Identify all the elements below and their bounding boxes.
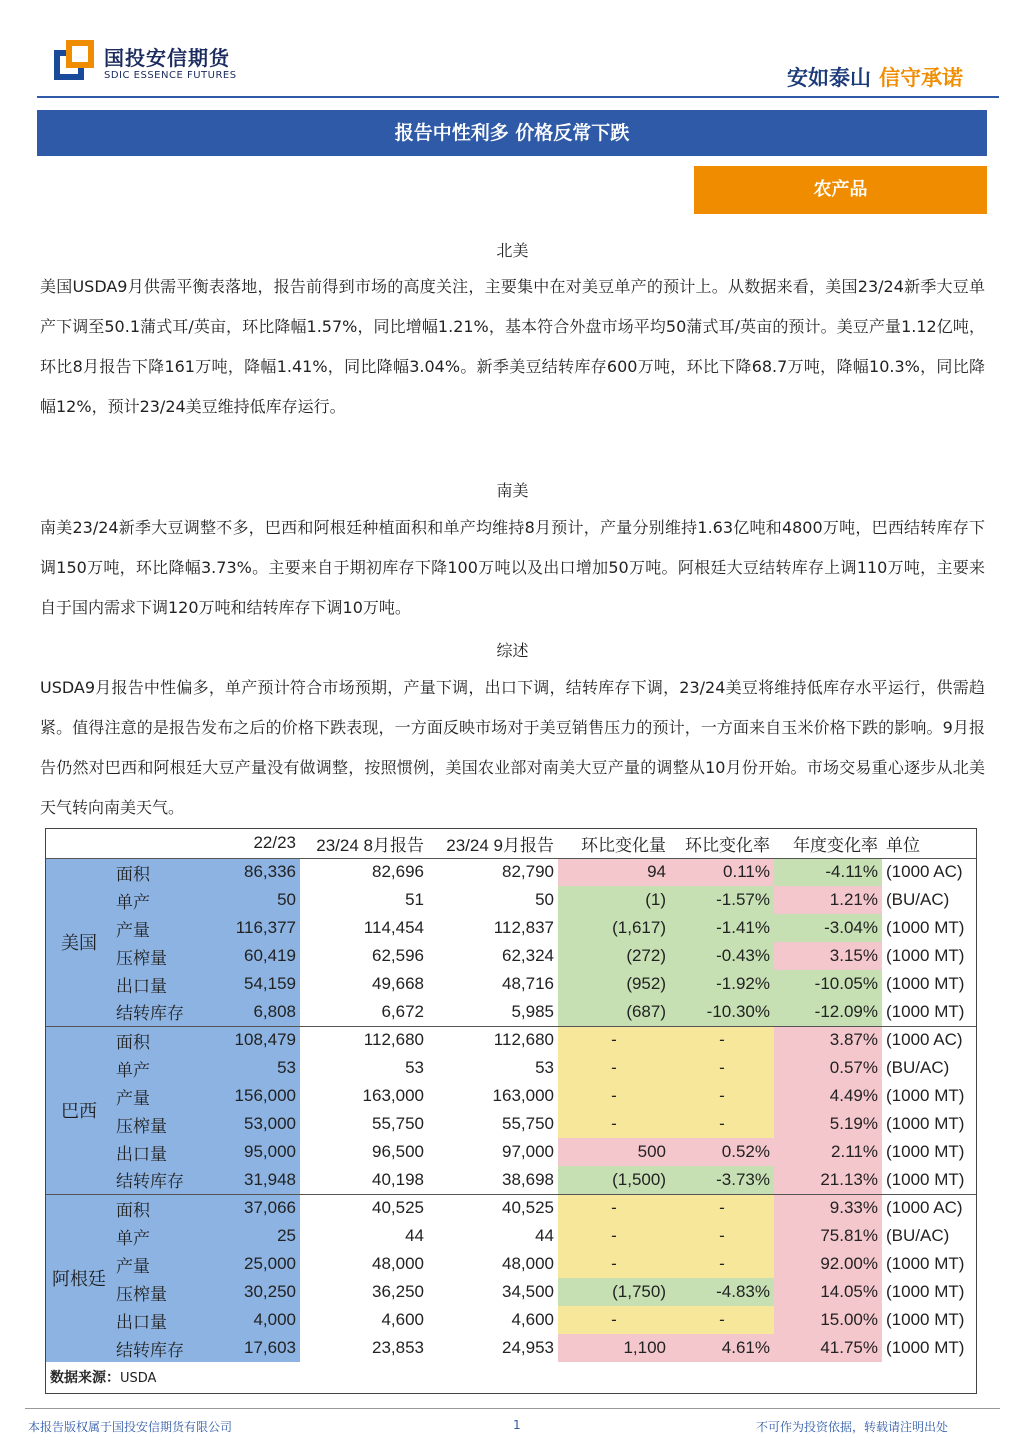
item-label: 出口量 [112,970,200,998]
cell-aug: 49,668 [300,970,428,998]
cell-chg: (272) [558,942,670,970]
section-heading-north-america: 北美 [496,241,529,260]
cell-chg: 500 [558,1138,670,1166]
cell-chg-pct: -1.41% [670,914,774,942]
logo-mark-icon [54,40,94,80]
cell-chg: (1,617) [558,914,670,942]
slogan-part-1: 安如泰山 [787,66,871,90]
cell-2223: 156,000 [200,1082,300,1110]
cell-sep: 50 [428,886,558,914]
cell-yoy: -4.11% [774,858,882,886]
cell-2223: 25 [200,1222,300,1250]
cell-aug: 55,750 [300,1110,428,1138]
cell-2223: 95,000 [200,1138,300,1166]
item-label: 出口量 [112,1306,200,1334]
item-label: 单产 [112,1054,200,1082]
table-row [46,1166,976,1194]
section-heading-south-america: 南美 [496,481,529,500]
item-label: 产量 [112,914,200,942]
item-label: 面积 [112,858,200,886]
cell-aug: 4,600 [300,1306,428,1334]
cell-sep: 5,985 [428,998,558,1026]
logo-name-cn: 国投安信期货 [104,46,230,70]
cell-chg-pct: - [670,1054,774,1082]
cell-unit: (1000 MT) [882,1166,976,1194]
cell-yoy: -10.05% [774,970,882,998]
cell-yoy: 3.15% [774,942,882,970]
cell-yoy: 75.81% [774,1222,882,1250]
logo-name-en: SDIC ESSENCE FUTURES [104,70,237,81]
cell-sep: 163,000 [428,1082,558,1110]
cell-yoy: 41.75% [774,1334,882,1362]
cell-chg: - [558,1082,670,1110]
cell-yoy: 0.57% [774,1054,882,1082]
cell-2223: 54,159 [200,970,300,998]
table-row [46,1306,976,1334]
table-row [46,1194,976,1222]
item-label: 单产 [112,886,200,914]
cell-chg-pct: -3.73% [670,1166,774,1194]
header-blank [46,829,112,858]
cell-unit: (1000 MT) [882,942,976,970]
slogan-part-2: 信守承诺 [879,66,963,90]
cell-2223: 6,808 [200,998,300,1026]
cell-chg: - [558,1110,670,1138]
cell-aug: 40,198 [300,1166,428,1194]
cell-aug: 48,000 [300,1250,428,1278]
cell-unit: (1000 MT) [882,1334,976,1362]
table-row [46,1138,976,1166]
cell-chg: (952) [558,970,670,998]
cell-sep: 38,698 [428,1166,558,1194]
cell-yoy: -3.04% [774,914,882,942]
header-col-2223: 22/23 [200,829,300,858]
page-number: 1 [513,1418,521,1432]
cell-aug: 82,696 [300,858,428,886]
cell-unit: (1000 MT) [882,970,976,998]
cell-sep: 82,790 [428,858,558,886]
cell-unit: (1000 MT) [882,1110,976,1138]
cell-aug: 51 [300,886,428,914]
cell-2223: 17,603 [200,1334,300,1362]
cell-yoy: 9.33% [774,1194,882,1222]
section-text-south-america: 南美23/24新季大豆调整不多，巴西和阿根廷种植面积和单产均维持8月预计，产量分别维持1.63亿吨和4800万吨，巴西结转库存下调150万吨，环比降幅3.73%。主要来自于期初库存下降100万吨以及出口增加50万吨。阿根廷大豆结转库存上调110万吨，主要来自于国内需求下调120万吨和结转库存下调10万吨。 [40,518,985,617]
source-label: 数据来源： [50,1370,120,1386]
cell-yoy: 3.87% [774,1026,882,1054]
cell-chg: (1,750) [558,1278,670,1306]
table-row [46,914,976,942]
table-row [46,970,976,998]
cell-chg: - [558,1222,670,1250]
cell-2223: 86,336 [200,858,300,886]
cell-sep: 48,000 [428,1250,558,1278]
table-row [46,1334,976,1362]
cell-yoy: -12.09% [774,998,882,1026]
cell-unit: (1000 AC) [882,1194,976,1222]
cell-aug: 44 [300,1222,428,1250]
footer-copyright: 本报告版权属于国投安信期货有限公司 [28,1420,233,1434]
table-row [46,1054,976,1082]
table-row [46,998,976,1026]
table-row [46,1250,976,1278]
cell-chg: - [558,1250,670,1278]
cell-unit: (1000 MT) [882,1250,976,1278]
section-text-summary: USDA9月报告中性偏多，单产预计符合市场预期，产量下调，出口下调，结转库存下调，23/24美豆将维持低库存水平运行，供需趋紧。值得注意的是报告发布之后的价格下跌表现，一方面反映市场对于美豆销售压力的预计，一方面来自玉米价格下跌的影响。9月报告仍然对巴西和阿根廷大豆产量没有做调整，按照惯例，美国农业部对南美大豆产量的调整从10月份开始。市场交易重心逐步从北美天气转向南美天气。 [40,678,985,817]
item-label: 压榨量 [112,1110,200,1138]
region-label: 阿根廷 [46,1194,112,1362]
cell-chg: - [558,1306,670,1334]
cell-yoy: 2.11% [774,1138,882,1166]
cell-chg-pct: -4.83% [670,1278,774,1306]
cell-sep: 4,600 [428,1306,558,1334]
cell-chg-pct: 0.52% [670,1138,774,1166]
region-label: 巴西 [46,1026,112,1194]
cell-aug: 62,596 [300,942,428,970]
cell-yoy: 14.05% [774,1278,882,1306]
item-label: 产量 [112,1082,200,1110]
item-label: 压榨量 [112,1278,200,1306]
cell-unit: (1000 MT) [882,998,976,1026]
cell-unit: (1000 AC) [882,1026,976,1054]
cell-sep: 112,837 [428,914,558,942]
item-label: 面积 [112,1194,200,1222]
table-row [46,858,976,886]
cell-chg: - [558,1194,670,1222]
cell-unit: (1000 MT) [882,914,976,942]
cell-unit: (BU/AC) [882,886,976,914]
cell-sep: 24,953 [428,1334,558,1362]
cell-yoy: 15.00% [774,1306,882,1334]
cell-chg-pct: 4.61% [670,1334,774,1362]
cell-chg: (1,500) [558,1166,670,1194]
cell-chg-pct: - [670,1194,774,1222]
cell-aug: 40,525 [300,1194,428,1222]
header-col-chg: 环比变化量 [558,829,670,858]
header-divider [37,96,999,98]
cell-sep: 40,525 [428,1194,558,1222]
item-label: 面积 [112,1026,200,1054]
cell-yoy: 1.21% [774,886,882,914]
cell-chg: 1,100 [558,1334,670,1362]
cell-2223: 37,066 [200,1194,300,1222]
cell-2223: 108,479 [200,1026,300,1054]
item-label: 单产 [112,1222,200,1250]
data-source [50,1367,156,1387]
header-col-aug: 23/24 8月报告 [300,829,428,858]
cell-aug: 36,250 [300,1278,428,1306]
cell-aug: 23,853 [300,1334,428,1362]
cell-unit: (1000 MT) [882,1138,976,1166]
cell-aug: 114,454 [300,914,428,942]
cell-2223: 30,250 [200,1278,300,1306]
cell-chg-pct: - [670,1250,774,1278]
cell-2223: 50 [200,886,300,914]
cell-chg-pct: -1.92% [670,970,774,998]
section-heading-summary: 综述 [496,641,529,660]
item-label: 压榨量 [112,942,200,970]
cell-sep: 53 [428,1054,558,1082]
table-row [46,1082,976,1110]
cell-chg: - [558,1054,670,1082]
cell-unit: (1000 AC) [882,858,976,886]
table-row [46,1110,976,1138]
cell-chg-pct: - [670,1306,774,1334]
category-badge: 农产品 [694,166,987,214]
report-title: 报告中性利多 价格反常下跌 [37,110,987,156]
cell-2223: 53,000 [200,1110,300,1138]
header-col-yoy: 年度变化率 [774,829,882,858]
cell-chg: (1) [558,886,670,914]
cell-chg-pct: - [670,1222,774,1250]
cell-2223: 25,000 [200,1250,300,1278]
region-label: 美国 [46,858,112,1026]
section-text-north-america: 美国USDA9月供需平衡表落地，报告前得到市场的高度关注，主要集中在对美豆单产的预计上。从数据来看，美国23/24新季大豆单产下调至50.1蒲式耳/英亩，环比降幅1.57%，同比增幅1.21%，基本符合外盘市场平均50蒲式耳/英亩的预计。美豆产量1.12亿吨，环比8月报告下降161万吨，降幅1.41%，同比降幅3.04%。新季美豆结转库存600万吨，环比下降68.7万吨，降幅10.3%，同比降幅12%，预计23/24美豆维持低库存运行。 [40,277,985,416]
cell-yoy: 4.49% [774,1082,882,1110]
cell-sep: 44 [428,1222,558,1250]
footer-divider [25,1408,1000,1409]
cell-unit: (1000 MT) [882,1082,976,1110]
company-logo [54,40,244,90]
table-row [46,1026,976,1054]
item-label: 产量 [112,1250,200,1278]
cell-2223: 116,377 [200,914,300,942]
cell-yoy: 5.19% [774,1110,882,1138]
cell-2223: 53 [200,1054,300,1082]
slogan [787,62,963,92]
cell-2223: 31,948 [200,1166,300,1194]
cell-2223: 60,419 [200,942,300,970]
cell-chg: (687) [558,998,670,1026]
cell-chg-pct: -0.43% [670,942,774,970]
table-row [46,942,976,970]
table-row [46,886,976,914]
table-header-row [46,829,976,858]
cell-unit: (1000 MT) [882,1306,976,1334]
header-col-sep: 23/24 9月报告 [428,829,558,858]
cell-yoy: 21.13% [774,1166,882,1194]
cell-chg-pct: - [670,1082,774,1110]
header-blank [112,829,200,858]
cell-sep: 97,000 [428,1138,558,1166]
cell-chg-pct: 0.11% [670,858,774,886]
cell-sep: 34,500 [428,1278,558,1306]
cell-2223: 4,000 [200,1306,300,1334]
cell-unit: (BU/AC) [882,1222,976,1250]
item-label: 结转库存 [112,1334,200,1362]
cell-aug: 163,000 [300,1082,428,1110]
cell-aug: 6,672 [300,998,428,1026]
header-col-unit: 单位 [882,829,976,858]
cell-sep: 62,324 [428,942,558,970]
cell-aug: 96,500 [300,1138,428,1166]
cell-chg-pct: - [670,1026,774,1054]
table-row [46,1222,976,1250]
footer-disclaimer: 不可作为投资依据，转载请注明出处 [756,1420,949,1434]
item-label: 结转库存 [112,998,200,1026]
supply-demand-table [45,828,977,1394]
cell-sep: 48,716 [428,970,558,998]
cell-chg: 94 [558,858,670,886]
table-row [46,1278,976,1306]
source-value: USDA [120,1371,157,1386]
cell-aug: 112,680 [300,1026,428,1054]
cell-chg: - [558,1026,670,1054]
cell-chg-pct: -10.30% [670,998,774,1026]
item-label: 出口量 [112,1138,200,1166]
cell-chg-pct: - [670,1110,774,1138]
cell-yoy: 92.00% [774,1250,882,1278]
cell-aug: 53 [300,1054,428,1082]
cell-unit: (BU/AC) [882,1054,976,1082]
cell-unit: (1000 MT) [882,1278,976,1306]
item-label: 结转库存 [112,1166,200,1194]
cell-sep: 112,680 [428,1026,558,1054]
cell-chg-pct: -1.57% [670,886,774,914]
header-col-chg-pct: 环比变化率 [670,829,774,858]
cell-sep: 55,750 [428,1110,558,1138]
